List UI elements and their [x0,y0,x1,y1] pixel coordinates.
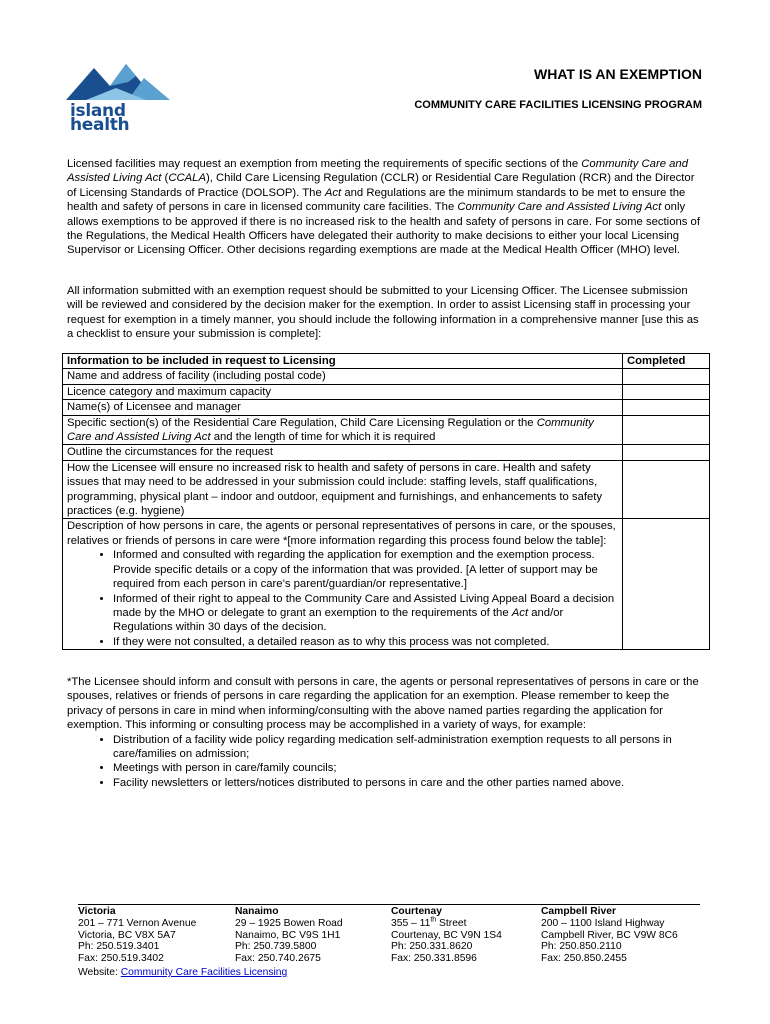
footer-campbell-river: Campbell River 200 – 1100 Island Highway Campbell River, BC V9W 8C6 Ph: 250.850.2110 Fax: 250.850.2455 [541,906,678,965]
header-info: Information to be included in request to Licensing [63,354,623,369]
completed-cell[interactable] [623,369,710,384]
website-line: Website: Community Care Facilities Licensing [78,967,288,978]
consultation-note: *The Licensee should inform and consult with persons in care, the agents or personal representatives of persons in care or the spouses, relatives or friends of persons in care regarding the application for an exemption. Please remember to keep the privacy of persons in care in mind when informing/consulting with the above named parties regarding the application for exemption. This informing or consulting process may be accomplished in a variety of ways, for example: • Distribution of a facility wide policy regarding medication self-administration exemption requests to all persons in care/families on admission; • Meetings with person in care/family councils; • Facility newsletters or letters/notices distributed to persons in care and the other parties named above. [67,675,707,790]
table-row [63,384,710,399]
footer-divider [78,904,700,905]
island-health-logo [66,60,170,136]
footer-courtenay: Courtenay 355 – 11th Street Courtenay, BC V9N 1S4 Ph: 250.331.8620 Fax: 250.331.8596 [391,906,502,965]
table-row [63,460,710,519]
row-facility-name: Name and address of facility (including postal code) [63,369,623,384]
row-circumstances: Outline the circumstances for the request [63,445,623,460]
logo-text: island health [70,101,130,136]
row-licence-category: Licence category and maximum capacity [63,384,623,399]
row-specific-sections: Specific section(s) of the Residential Care Regulation, Child Care Licensing Regulation or the Community Care and Assisted Living Act and the length of time for which it is required [63,415,623,445]
list-item: • Facility newsletters or letters/notices distributed to persons in care and the other parties named above. [113,776,707,790]
completed-cell[interactable] [623,519,710,650]
table-row [63,400,710,415]
table-header-row [63,354,710,369]
table-row [63,445,710,460]
page-title: WHAT IS AN EXEMPTION [534,66,702,82]
website-link[interactable]: Community Care Facilities Licensing [120,967,288,978]
note-list [67,733,707,791]
list-item: • If they were not consulted, a detailed reason as to why this process was not completed. [113,635,618,649]
list-item: • Informed of their right to appeal to the Community Care and Assisted Living Appeal Board a decision made by the MHO or delegate to grant an exemption to the requirements of the Act and/or Regulations within 30 days of the decision. [113,592,618,635]
footer-nanaimo: Nanaimo 29 – 1925 Bowen Road Nanaimo, BC V9S 1H1 Ph: 250.739.5800 Fax: 250.740.2675 [235,906,343,965]
row-risk-mitigation: How the Licensee will ensure no increased risk to health and safety of persons in care. Health and safety issues that may need to be addressed in your submission could include: staffing levels, staff qualifications, programming, physical plant – indoor and outdoor, equipment and furnishings, and enhancements to safety practices (e.g. hygiene) [63,460,623,519]
consultation-list [67,548,618,649]
table-row [63,369,710,384]
footer-victoria: Victoria 201 – 771 Vernon Avenue Victoria, BC V8X 5A7 Ph: 250.519.3401 Fax: 250.519.3402 [78,906,197,965]
row-consultation: Description of how persons in care, the agents or personal representatives of persons in care, or the spouses, relatives or friends of persons in care were *[more information regarding this process found below the table]: • Informed and consulted with regarding the application for exemption and the exemption process. Provide specific details or a copy of the information that was provided. [A letter of support may be required from each person in care’s parent/guardian/or representative.] • Informed of their right to appeal to the Community Care and Assisted Living Appeal Board a decision made by the MHO or delegate to grant an exemption to the requirements of the Act and/or Regulations within 30 days of the decision. • If they were not consulted, a detailed reason as to why this process was not completed. [63,519,623,650]
completed-cell[interactable] [623,445,710,460]
checklist-table [62,353,710,650]
list-item: • Distribution of a facility wide policy regarding medication self-administration exemption requests to all persons in care/families on admission; [113,733,707,762]
submission-paragraph: All information submitted with an exemption request should be submitted to your Licensing Officer. The Licensee submission will be reviewed and considered by the decision maker for the exemption. In order to assist Licensing staff in processing your request for exemption in a timely manner, you should include the following information in a comprehensive manner [use this as a checklist to ensure your submission is complete]: [67,285,699,341]
intro-paragraph: Licensed facilities may request an exemption from meeting the requirements of specific sections of the Community Care and Assisted Living Act (CCALA), Child Care Licensing Regulation (CCLR) or Residential Care Regulation (RCR) and the Director of Licensing Standards of Practice (DOLSOP). The Act and Regulations are the minimum standards to be met to ensure the health and safety of persons in care in licensed community care facilities. The Community Care and Assisted Living Act only allows exemptions to be approved if there is no increased risk to the health and safety of persons in care. For some sections of the Regulations, the Medical Health Officers have delegated their authority to make decisions to either your local Licensing Supervisor or Licensing Officer. Other decisions regarding exemptions are made at the Medical Health Officer (MHO) level. [67,158,700,257]
header-completed: Completed [623,354,710,369]
list-item: • Informed and consulted with regarding the application for exemption and the exemption process. Provide specific details or a copy of the information that was provided. [A letter of support may be required from each person in care’s parent/guardian/or representative.] [113,548,618,591]
table-row [63,415,710,445]
completed-cell[interactable] [623,384,710,399]
row-licensee-name: Name(s) of Licensee and manager [63,400,623,415]
list-item: • Meetings with person in care/family councils; [113,761,707,775]
completed-cell[interactable] [623,400,710,415]
mountain-logo-icon [66,60,170,106]
page-subtitle: COMMUNITY CARE FACILITIES LICENSING PROGRAM [414,99,702,111]
table-row [63,519,710,650]
completed-cell[interactable] [623,415,710,445]
completed-cell[interactable] [623,460,710,519]
